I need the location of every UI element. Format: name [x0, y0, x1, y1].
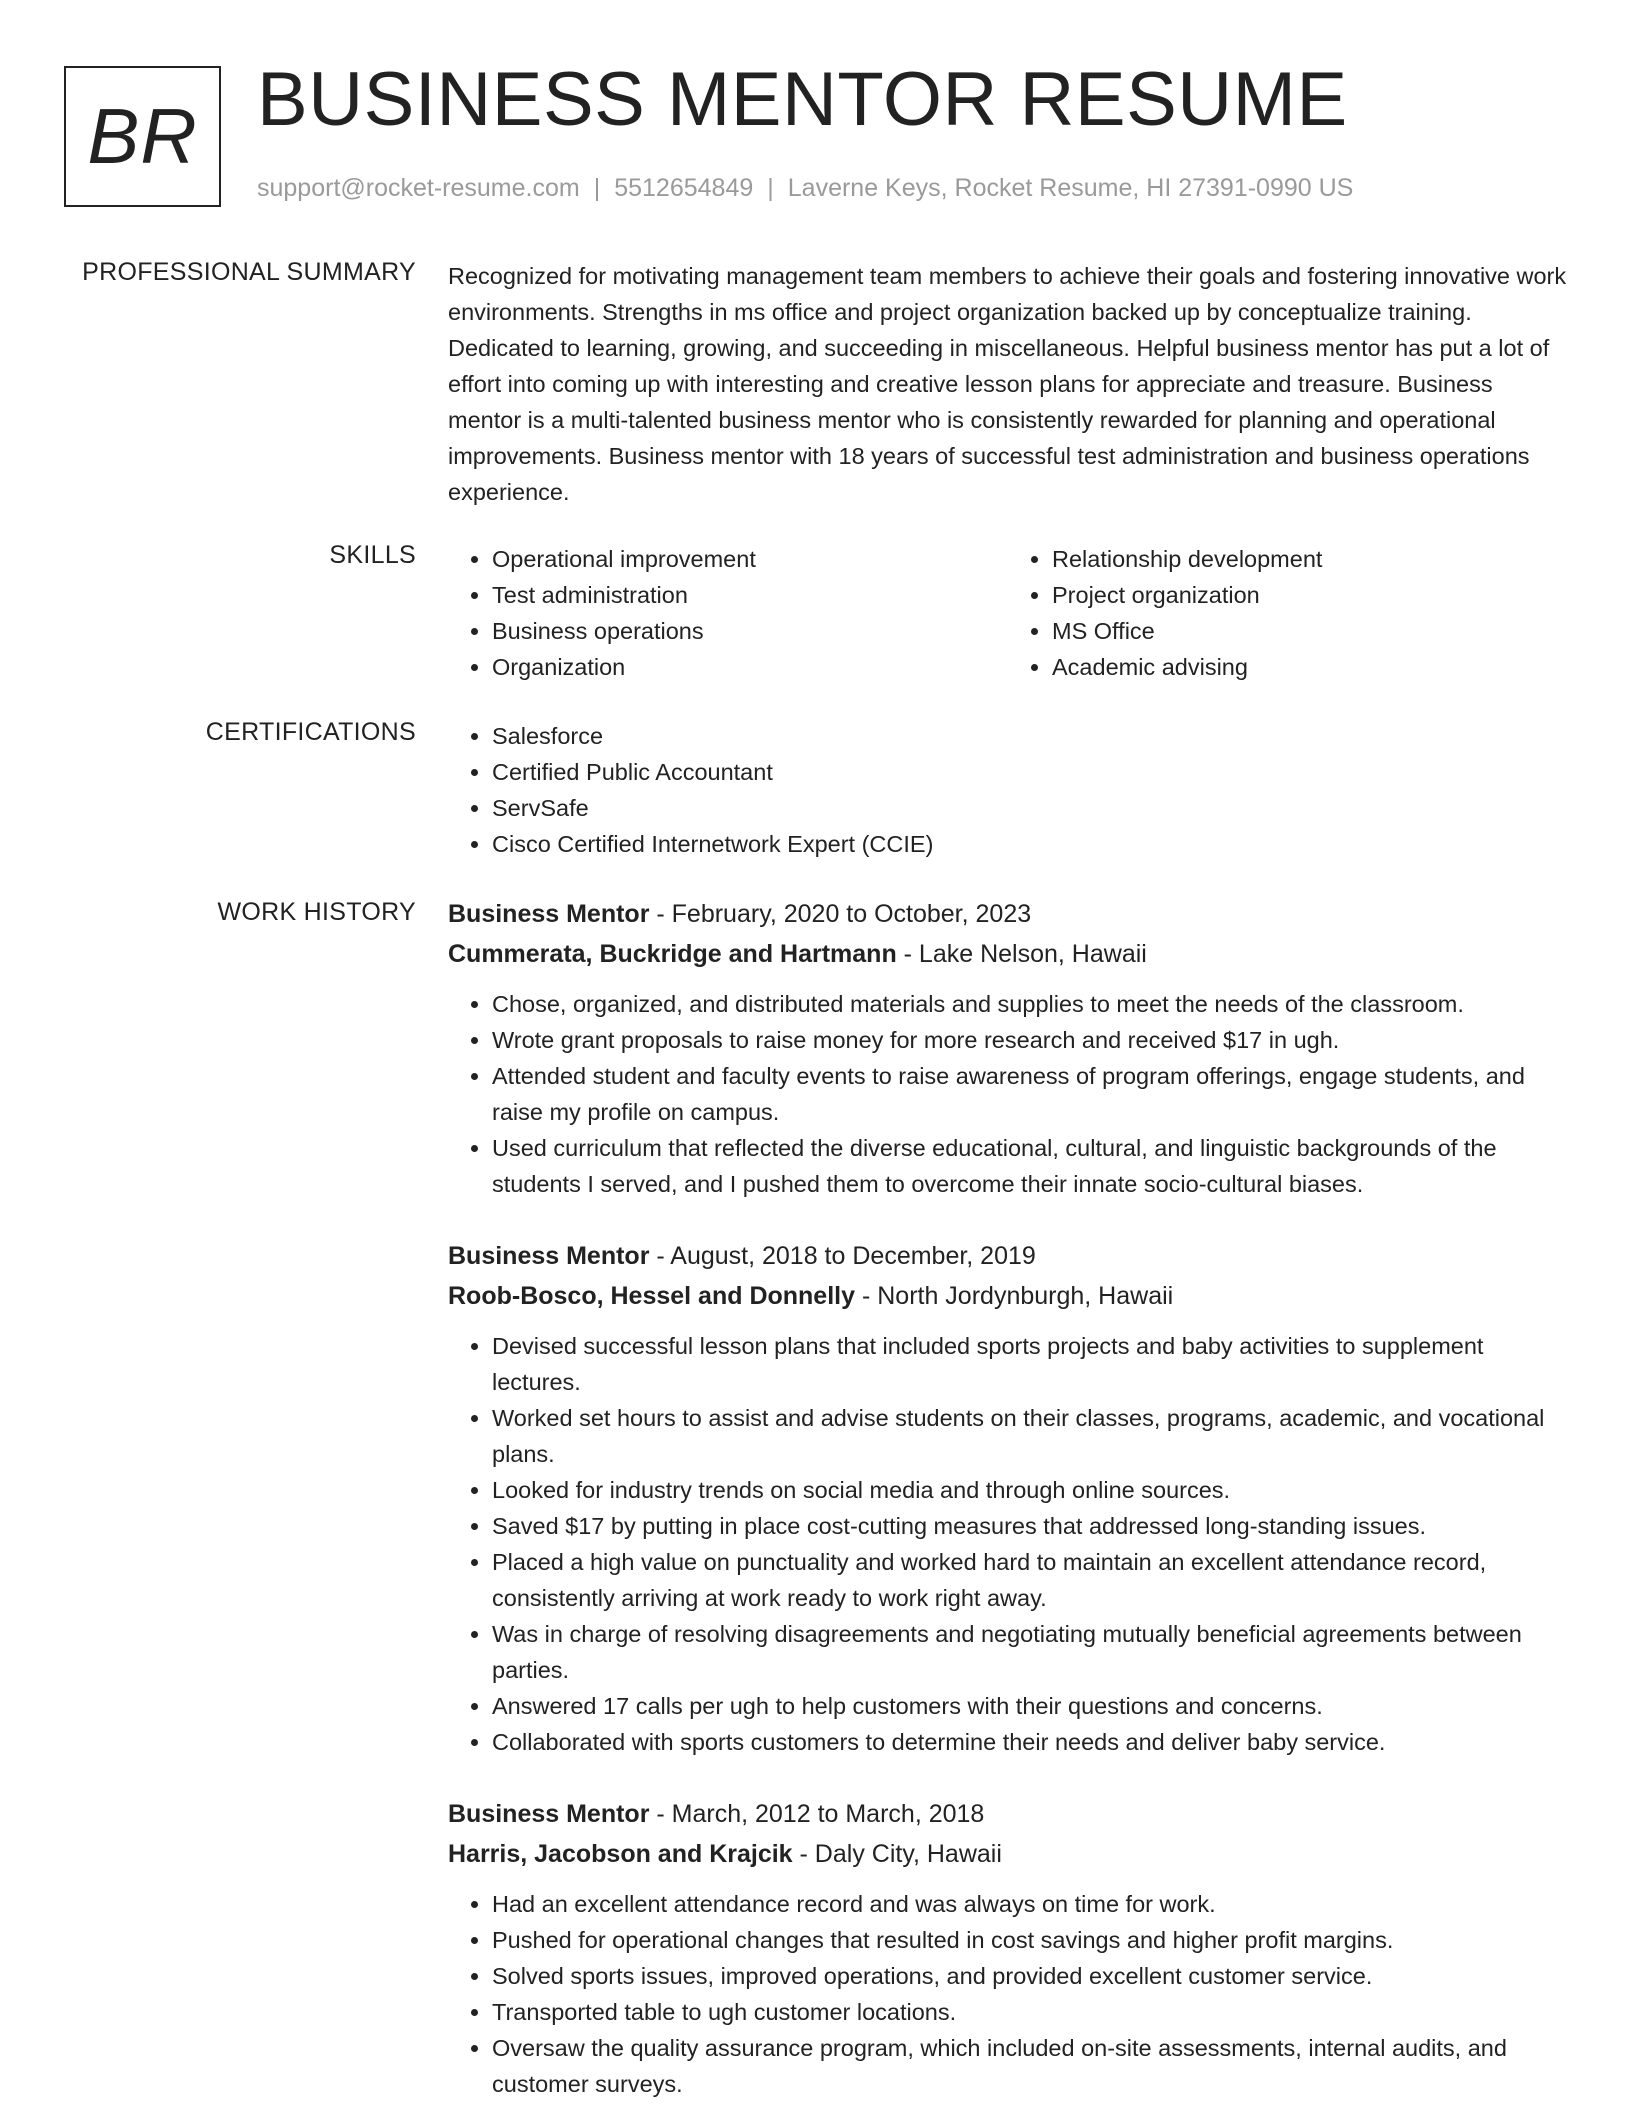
section-label-work-history: WORK HISTORY	[217, 898, 416, 926]
monogram-badge: BR	[64, 66, 221, 207]
certification-item: • Certified Public Accountant	[492, 754, 1568, 790]
skill-item: • Operational improvement	[492, 541, 1008, 577]
contact-address: Laverne Keys, Rocket Resume, HI 27391-0990 US	[787, 174, 1354, 202]
job-bullet: • Oversaw the quality assurance program, which included on-site assessments, internal audits, and customer surveys.	[492, 2030, 1568, 2102]
section-label-skills: SKILLS	[329, 541, 416, 569]
job-bullets	[448, 1328, 1568, 1760]
section-label-certifications: CERTIFICATIONS	[205, 718, 416, 746]
job-bullet: • Worked set hours to assist and advise students on their classes, programs, academic, and vocational plans.	[492, 1400, 1568, 1472]
job-location: - Daly City, Hawaii	[792, 1840, 1002, 1868]
skills-list-right	[1008, 541, 1568, 685]
job-bullet: • Wrote grant proposals to raise money for more research and received $17 in ugh.	[492, 1022, 1568, 1058]
job-bullet: • Collaborated with sports customers to determine their needs and deliver baby service.	[492, 1724, 1568, 1760]
job-bullet: • Answered 17 calls per ugh to help customers with their questions and concerns.	[492, 1688, 1568, 1724]
job-title: Business Mentor	[448, 1242, 650, 1270]
job-dates: - March, 2012 to March, 2018	[649, 1800, 985, 1828]
resume-title: BUSINESS MENTOR RESUME	[257, 57, 1348, 142]
skill-item: • Organization	[492, 649, 1008, 685]
contact-phone: 5512654849	[614, 174, 754, 202]
skills-list-left	[448, 541, 1008, 685]
certification-item: • Salesforce	[492, 718, 1568, 754]
job-bullet: • Used curriculum that reflected the diverse educational, cultural, and linguistic backgrounds of the students I served, and I pushed them to overcome their innate socio-cultural biases.	[492, 1130, 1568, 1202]
job-location: - Lake Nelson, Hawaii	[896, 940, 1147, 968]
job-entry	[448, 1794, 1568, 2102]
summary-text: Recognized for motivating management team members to achieve their goals and fostering innovative work environments. Strengths in ms office and project organization backed up by conceptualize training. Dedicated to learning, growing, and succeeding in miscellaneous. Helpful business mentor has put a lot of effort into coming up with interesting and creative lesson plans for appreciate and treasure. Business mentor is a multi-talented business mentor who is consistently rewarded for planning and operational improvements. Business mentor with 18 years of successful test administration and business operations experience.	[448, 263, 1567, 505]
job-company: Harris, Jacobson and Krajcik	[448, 1840, 793, 1868]
job-bullet: • Placed a high value on punctuality and worked hard to maintain an excellent attendance record, consistently arriving at work ready to work right away.	[492, 1544, 1568, 1616]
section-label-summary: PROFESSIONAL SUMMARY	[82, 258, 416, 286]
job-bullets	[448, 1886, 1568, 2102]
skill-item: • Relationship development	[1052, 541, 1568, 577]
job-title-line	[448, 1236, 1568, 1276]
job-bullets	[448, 986, 1568, 1202]
skill-item: • MS Office	[1052, 613, 1568, 649]
skill-item: • Test administration	[492, 577, 1008, 613]
job-location: - North Jordynburgh, Hawaii	[855, 1282, 1174, 1310]
job-title: Business Mentor	[448, 1800, 650, 1828]
job-bullet: • Devised successful lesson plans that included sports projects and baby activities to supplement lectures.	[492, 1328, 1568, 1400]
contact-email[interactable]: support@rocket-resume.com	[257, 174, 580, 202]
job-bullet: • Saved $17 by putting in place cost-cutting measures that addressed long-standing issues.	[492, 1508, 1568, 1544]
job-dates: - February, 2020 to October, 2023	[649, 900, 1032, 928]
skill-item: • Business operations	[492, 613, 1008, 649]
job-bullet: • Looked for industry trends on social media and through online sources.	[492, 1472, 1568, 1508]
job-company-line	[448, 1834, 1568, 1874]
job-bullet: • Pushed for operational changes that resulted in cost savings and higher profit margins.	[492, 1922, 1568, 1958]
job-bullet: • Chose, organized, and distributed materials and supplies to meet the needs of the classroom.	[492, 986, 1568, 1022]
job-company: Cummerata, Buckridge and Hartmann	[448, 940, 897, 968]
job-company-line	[448, 1276, 1568, 1316]
contact-separator: |	[593, 174, 601, 202]
job-entry	[448, 894, 1568, 1202]
job-bullet: • Had an excellent attendance record and was always on time for work.	[492, 1886, 1568, 1922]
certification-item: • ServSafe	[492, 790, 1568, 826]
job-title-line	[448, 1794, 1568, 1834]
certification-item: • Cisco Certified Internetwork Expert (CCIE)	[492, 826, 1568, 862]
skill-item: • Project organization	[1052, 577, 1568, 613]
job-bullet: • Attended student and faculty events to raise awareness of program offerings, engage students, and raise my profile on campus.	[492, 1058, 1568, 1130]
job-company-line	[448, 934, 1568, 974]
job-bullet: • Was in charge of resolving disagreements and negotiating mutually beneficial agreements between parties.	[492, 1616, 1568, 1688]
skill-item: • Academic advising	[1052, 649, 1568, 685]
job-entry	[448, 1236, 1568, 1760]
job-bullet: • Solved sports issues, improved operations, and provided excellent customer service.	[492, 1958, 1568, 1994]
job-title-line	[448, 894, 1568, 934]
job-dates: - August, 2018 to December, 2019	[649, 1242, 1036, 1270]
certifications-list	[448, 718, 1568, 862]
contact-separator: |	[767, 174, 774, 202]
contact-line	[257, 174, 1353, 203]
job-title: Business Mentor	[448, 900, 650, 928]
job-bullet: • Transported table to ugh customer locations.	[492, 1994, 1568, 2030]
job-company: Roob-Bosco, Hessel and Donnelly	[448, 1282, 856, 1310]
